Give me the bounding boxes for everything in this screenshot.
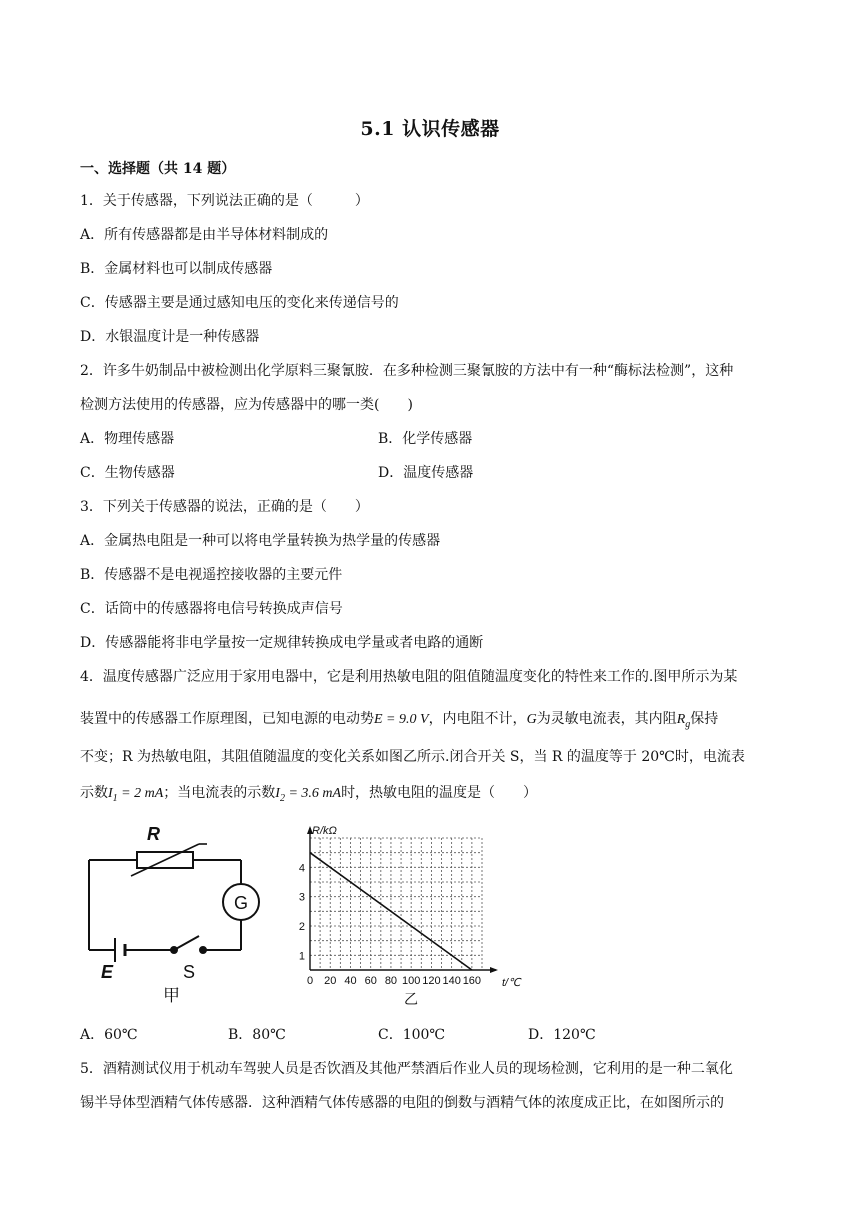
q2-stem-line1: 2．许多牛奶制品中被检测出化学原料三聚氰胺．在多种检测三聚氰胺的方法中有一种“酶标法检测”，这种 [80, 363, 734, 379]
chart-y-tick-label: 2 [298, 921, 305, 933]
q4-text: 装置中的传感器工作原理图，已知电源的电动势 [80, 711, 374, 727]
galvanometer-label: G [234, 893, 249, 913]
thermistor-arrow [131, 844, 199, 876]
emf-label: E [101, 962, 114, 982]
chart-y-tick-label: 1 [298, 950, 305, 963]
q4-stem-line4 [80, 782, 537, 804]
q1-option-d: D．水银温度计是一种传感器 [80, 329, 260, 345]
i2-subscript: 2 [279, 792, 285, 804]
chart-x-axis-arrow [490, 967, 498, 973]
i1-value: = 2 mA [117, 786, 164, 801]
chart-x-tick-label: 80 [384, 975, 398, 987]
chart-x-tick-label: 20 [324, 975, 337, 987]
switch-blade [174, 936, 199, 950]
q1-option-c: C．传感器主要是通过感知电压的变化来传递信号的 [80, 295, 399, 311]
q4-text: 为灵敏电流表，其内阻 [536, 711, 677, 727]
rg-symbol: R [676, 712, 686, 727]
chart-x-axis-label: t/℃ [502, 977, 521, 989]
page-title: 5.1 认识传感器 [360, 118, 500, 140]
q4-option-d: D．120℃ [528, 1027, 596, 1043]
chart-caption: 乙 [404, 991, 418, 1007]
chart-y-tick-label: 3 [298, 891, 305, 904]
q3-option-c: C．话筒中的传感器将电信号转换成声信号 [80, 601, 343, 617]
q1-option-a: A．所有传感器都是由半导体材料制成的 [80, 227, 329, 243]
resistance-temperature-chart [290, 818, 540, 1008]
q4-text: 时，热敏电阻的温度是（ ） [341, 785, 538, 801]
resistor-label: R [147, 824, 160, 844]
chart-x-tick-label: 140 [442, 975, 461, 987]
q4-option-c: C．100℃ [378, 1027, 446, 1043]
q3-option-d: D．传感器能将非电学量按一定规律转换成电学量或者电路的通断 [80, 635, 484, 651]
i2-value: = 3.6 mA [284, 786, 342, 801]
q2-option-d: D．温度传感器 [378, 465, 474, 481]
q4-stem-line2 [80, 708, 718, 730]
chart-x-tick-label: 120 [422, 975, 441, 987]
rg-subscript: g [685, 718, 691, 730]
q1-option-b: B．金属材料也可以制成传感器 [80, 261, 273, 277]
chart-x-tick-label: 40 [344, 975, 357, 987]
i2-symbol: I [275, 786, 280, 801]
q3-option-a: A．金属热电阻是一种可以将电学量转换为热学量的传感器 [80, 533, 441, 549]
q3-stem: 3．下列关于传感器的说法，正确的是（ ） [80, 499, 369, 515]
chart-y-axis-label: R/kΩ [312, 825, 337, 837]
q4-option-a: A．60℃ [80, 1027, 138, 1043]
q5-stem-line1: 5．酒精测试仪用于机动车驾驶人员是否饮酒及其他严禁酒后作业人员的现场检测，它利用的是一种二氧化 [80, 1061, 733, 1077]
chart-y-tick-label: 4 [298, 862, 305, 875]
section-heading: 一、选择题（共 14 题） [80, 161, 236, 177]
galvanometer-symbol: G [526, 712, 537, 727]
q3-option-b: B．传感器不是电视遥控接收器的主要元件 [80, 567, 343, 583]
q4-stem-line3: 不变；R 为热敏电阻，其阻值随温度的变化关系如图乙所示.闭合开关 S，当 R 的温度等于 20℃时，电流表 [80, 749, 745, 765]
q4-text: 示数 [80, 785, 108, 801]
circuit-caption: 甲 [163, 986, 180, 1005]
circuit-diagram [75, 818, 275, 1008]
q4-option-b: B．80℃ [228, 1027, 286, 1043]
q2-option-c: C．生物传感器 [80, 465, 175, 481]
q4-text: ，内电阻不计， [428, 711, 527, 727]
q2-stem-line2: 检测方法使用的传感器，应为传感器中的哪一类( ) [80, 397, 413, 413]
q1-stem: 1．关于传感器，下列说法正确的是（ ） [80, 193, 369, 209]
q2-option-b: B．化学传感器 [378, 431, 473, 447]
q4-text: ；当电流表的示数 [163, 785, 276, 801]
q4-stem-line1: 4．温度传感器广泛应用于家用电器中，它是利用热敏电阻的阻值随温度变化的特性来工作的.图甲所示为某 [80, 669, 738, 685]
emf-value: E = 9.0 V [374, 712, 429, 727]
switch-label: S [183, 962, 196, 982]
q5-stem-line2: 锡半导体型酒精气体传感器．这种酒精气体传感器的电阻的倒数与酒精气体的浓度成正比，在如图所示的 [80, 1095, 724, 1111]
q4-text: 保持 [690, 711, 719, 727]
chart-x-tick-label: 0 [306, 975, 314, 987]
chart-x-tick-label: 60 [364, 975, 377, 987]
i1-symbol: I [108, 786, 113, 801]
chart-x-tick-label: 100 [401, 975, 421, 987]
chart-x-tick-label: 160 [462, 975, 482, 987]
q2-option-a: A．物理传感器 [80, 431, 175, 447]
i1-subscript: 1 [112, 792, 118, 804]
